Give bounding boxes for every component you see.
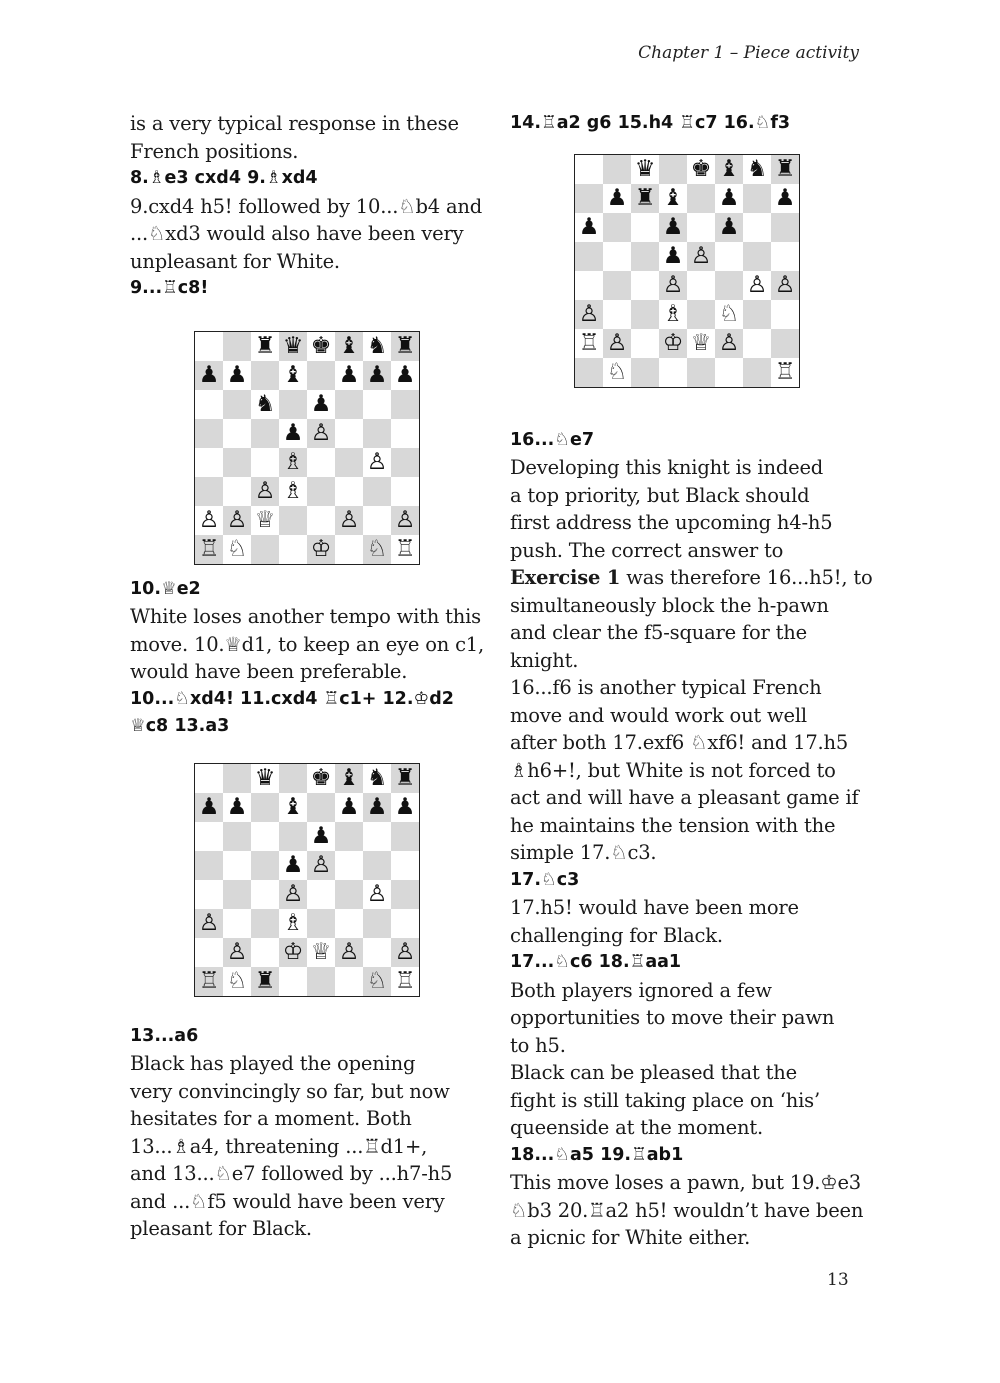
board-square xyxy=(279,535,307,564)
white-knight-icon: ♘ xyxy=(363,535,391,564)
black-pawn-icon: ♟ xyxy=(391,361,419,390)
white-pawn-icon: ♙ xyxy=(195,506,223,535)
text-line: Black can be pleased that the xyxy=(510,1061,797,1084)
board-square xyxy=(363,909,391,938)
page-number: 13 xyxy=(827,1270,849,1290)
white-pawn-icon: ♙ xyxy=(771,271,799,300)
board-square xyxy=(335,880,363,909)
text-line: to h5. xyxy=(510,1033,566,1057)
board-square xyxy=(631,213,659,242)
board-square xyxy=(363,477,391,506)
text-line: Black has played the opening xyxy=(130,1052,416,1075)
black-bishop-icon: ♝ xyxy=(279,793,307,822)
white-rook-icon: ♖ xyxy=(391,535,419,564)
text-line: challenging for Black. xyxy=(510,923,723,947)
board-square xyxy=(195,764,223,793)
black-pawn-icon: ♟ xyxy=(391,793,419,822)
move-notation: 8.♗e3 cxd4 9.♗xd4 xyxy=(130,168,318,188)
text-line: ♘b3 20.♖a2 h5! wouldn’t have been xyxy=(510,1198,864,1222)
board-square xyxy=(687,213,715,242)
white-rook-icon: ♖ xyxy=(195,967,223,996)
board-square xyxy=(223,390,251,419)
board-square xyxy=(335,448,363,477)
white-king-icon: ♔ xyxy=(279,938,307,967)
text-line: simple 17.♘c3. xyxy=(510,841,657,864)
text-line: 17.h5! would have been more xyxy=(510,896,799,919)
board-square xyxy=(391,477,419,506)
board-square xyxy=(251,793,279,822)
white-rook-icon: ♖ xyxy=(195,535,223,564)
black-bishop-icon: ♝ xyxy=(279,361,307,390)
black-knight-icon: ♞ xyxy=(743,155,771,184)
white-pawn-icon: ♙ xyxy=(363,880,391,909)
black-pawn-icon: ♟ xyxy=(195,793,223,822)
text-line: unpleasant for White. xyxy=(130,249,340,273)
text-line: is a very typical response in these xyxy=(130,112,459,135)
text-line: he maintains the tension with the xyxy=(510,813,836,837)
board-square xyxy=(307,793,335,822)
text-line: act and will have a pleasant game if xyxy=(510,786,859,809)
white-rook-icon: ♖ xyxy=(391,967,419,996)
black-bishop-icon: ♝ xyxy=(335,764,363,793)
board-3-container xyxy=(510,138,870,427)
black-pawn-icon: ♟ xyxy=(307,390,335,419)
board-square xyxy=(195,390,223,419)
white-bishop-icon: ♗ xyxy=(279,477,307,506)
board-square xyxy=(307,967,335,996)
board-square xyxy=(335,909,363,938)
text-line: push. The correct answer to xyxy=(510,538,784,562)
board-square xyxy=(363,851,391,880)
black-bishop-icon: ♝ xyxy=(659,184,687,213)
white-knight-icon: ♘ xyxy=(603,358,631,387)
board-square xyxy=(307,477,335,506)
text-line xyxy=(510,564,873,592)
board-square xyxy=(251,448,279,477)
board-square xyxy=(391,390,419,419)
board-square xyxy=(575,271,603,300)
black-king-icon: ♚ xyxy=(687,155,715,184)
board-square xyxy=(223,332,251,361)
white-pawn-icon: ♙ xyxy=(195,909,223,938)
black-rook-icon: ♜ xyxy=(771,155,799,184)
black-pawn-icon: ♟ xyxy=(279,851,307,880)
white-pawn-icon: ♙ xyxy=(251,477,279,506)
black-rook-icon: ♜ xyxy=(391,764,419,793)
black-pawn-icon: ♟ xyxy=(659,213,687,242)
white-pawn-icon: ♙ xyxy=(391,506,419,535)
board-square xyxy=(251,822,279,851)
text-line: very convincingly so far, but now xyxy=(130,1079,450,1103)
chess-diagram-1 xyxy=(194,331,420,565)
running-header: Chapter 1 – Piece activity xyxy=(638,43,859,63)
black-knight-icon: ♞ xyxy=(363,332,391,361)
black-pawn-icon: ♟ xyxy=(659,242,687,271)
board-square xyxy=(391,851,419,880)
move-notation: 16...♘e7 xyxy=(510,429,595,450)
text-line: hesitates for a moment. Both xyxy=(130,1107,412,1130)
board-square xyxy=(363,390,391,419)
right-column xyxy=(510,110,873,1252)
text-line: and ...♘f5 would have been very xyxy=(130,1189,445,1213)
board-2-container xyxy=(130,741,490,1023)
board-square xyxy=(223,909,251,938)
board-square xyxy=(223,880,251,909)
board-square xyxy=(771,242,799,271)
white-knight-icon: ♘ xyxy=(223,967,251,996)
black-pawn-icon: ♟ xyxy=(575,213,603,242)
white-bishop-icon: ♗ xyxy=(279,909,307,938)
black-queen-icon: ♛ xyxy=(631,155,659,184)
white-pawn-icon: ♙ xyxy=(307,419,335,448)
black-king-icon: ♚ xyxy=(307,764,335,793)
board-square xyxy=(251,419,279,448)
move-notation: 17...♘c6 18.♖aa1 xyxy=(510,952,682,972)
move-notation: 9...♖c8! xyxy=(130,278,209,298)
left-text-block-2 xyxy=(130,576,490,741)
board-square xyxy=(771,300,799,329)
chess-diagram-2 xyxy=(194,763,420,997)
board-square xyxy=(391,448,419,477)
text-line: Developing this knight is indeed xyxy=(510,456,824,479)
board-square xyxy=(363,419,391,448)
board-square xyxy=(279,390,307,419)
board-square xyxy=(363,938,391,967)
board-square xyxy=(307,909,335,938)
text-line: ...♘xd3 would also have been very xyxy=(130,222,464,245)
text-line: 16...f6 is another typical French xyxy=(510,676,822,699)
white-pawn-icon: ♙ xyxy=(575,300,603,329)
board-square xyxy=(771,213,799,242)
board-square xyxy=(307,506,335,535)
text-line: Both players ignored a few xyxy=(510,978,772,1002)
board-square xyxy=(743,358,771,387)
white-queen-icon: ♕ xyxy=(307,938,335,967)
board-square xyxy=(391,880,419,909)
exercise-reference: Exercise 1 xyxy=(510,566,621,589)
board-square xyxy=(603,271,631,300)
white-pawn-icon: ♙ xyxy=(743,271,771,300)
board-square xyxy=(575,358,603,387)
board-square xyxy=(575,184,603,213)
board-square xyxy=(687,358,715,387)
board-square xyxy=(279,822,307,851)
board-square xyxy=(391,419,419,448)
board-square xyxy=(251,361,279,390)
board-square xyxy=(603,300,631,329)
white-pawn-icon: ♙ xyxy=(307,851,335,880)
text-line: 9.cxd4 h5! followed by 10...♘b4 and xyxy=(130,194,483,218)
black-pawn-icon: ♟ xyxy=(279,419,307,448)
white-king-icon: ♔ xyxy=(307,535,335,564)
board-square xyxy=(195,822,223,851)
board-square xyxy=(363,506,391,535)
board-square xyxy=(307,880,335,909)
black-rook-icon: ♜ xyxy=(251,332,279,361)
text-line: after both 17.exf6 ♘xf6! and 17.h5 xyxy=(510,731,849,754)
board-square xyxy=(195,938,223,967)
left-text-block-1 xyxy=(130,110,490,303)
white-knight-icon: ♘ xyxy=(363,967,391,996)
white-rook-icon: ♖ xyxy=(771,358,799,387)
white-pawn-icon: ♙ xyxy=(363,448,391,477)
board-square xyxy=(715,271,743,300)
text-line: move and would work out well xyxy=(510,703,807,727)
white-pawn-icon: ♙ xyxy=(279,880,307,909)
black-pawn-icon: ♟ xyxy=(715,184,743,213)
white-knight-icon: ♘ xyxy=(715,300,743,329)
board-square xyxy=(771,329,799,358)
board-square xyxy=(195,332,223,361)
black-bishop-icon: ♝ xyxy=(335,332,363,361)
board-square xyxy=(251,880,279,909)
black-rook-icon: ♜ xyxy=(391,332,419,361)
white-queen-icon: ♕ xyxy=(251,506,279,535)
black-pawn-icon: ♟ xyxy=(363,793,391,822)
white-pawn-icon: ♙ xyxy=(687,242,715,271)
text-line: would have been preferable. xyxy=(130,660,408,683)
black-rook-icon: ♜ xyxy=(631,184,659,213)
black-king-icon: ♚ xyxy=(307,332,335,361)
board-square xyxy=(363,822,391,851)
right-text-block-2 xyxy=(510,427,873,1252)
board-square xyxy=(687,300,715,329)
move-notation: 13...a6 xyxy=(130,1025,199,1046)
board-square xyxy=(659,155,687,184)
board-square xyxy=(279,506,307,535)
black-pawn-icon: ♟ xyxy=(771,184,799,213)
board-square xyxy=(195,880,223,909)
board-square xyxy=(631,300,659,329)
text-line: move. 10.♕d1, to keep an eye on c1, xyxy=(130,632,485,656)
board-square xyxy=(687,184,715,213)
black-pawn-icon: ♟ xyxy=(715,213,743,242)
board-square xyxy=(195,851,223,880)
text-line: White loses another tempo with this xyxy=(130,605,481,628)
board-square xyxy=(391,822,419,851)
white-pawn-icon: ♙ xyxy=(335,506,363,535)
board-square xyxy=(223,851,251,880)
board-square xyxy=(631,358,659,387)
white-queen-icon: ♕ xyxy=(687,329,715,358)
black-rook-icon: ♜ xyxy=(251,967,279,996)
black-pawn-icon: ♟ xyxy=(363,361,391,390)
white-pawn-icon: ♙ xyxy=(223,938,251,967)
board-square xyxy=(335,390,363,419)
board-square xyxy=(279,764,307,793)
board-square xyxy=(335,477,363,506)
board-square xyxy=(743,184,771,213)
black-pawn-icon: ♟ xyxy=(335,793,363,822)
board-square xyxy=(223,822,251,851)
text-line: first address the upcoming h4-h5 xyxy=(510,511,833,534)
white-rook-icon: ♖ xyxy=(575,329,603,358)
board-square xyxy=(307,361,335,390)
white-king-icon: ♔ xyxy=(659,329,687,358)
move-notation: ♕c8 13.a3 xyxy=(130,716,230,736)
board-square xyxy=(391,909,419,938)
white-pawn-icon: ♙ xyxy=(715,329,743,358)
white-pawn-icon: ♙ xyxy=(335,938,363,967)
text-line: and 13...♘e7 followed by ...h7-h5 xyxy=(130,1162,453,1185)
board-square xyxy=(223,448,251,477)
white-bishop-icon: ♗ xyxy=(659,300,687,329)
black-bishop-icon: ♝ xyxy=(715,155,743,184)
black-pawn-icon: ♟ xyxy=(195,361,223,390)
text-line: queenside at the moment. xyxy=(510,1116,763,1139)
board-square xyxy=(195,448,223,477)
text-line: French positions. xyxy=(130,139,299,163)
text-line: ♗h6+!, but White is not forced to xyxy=(510,758,836,782)
board-square xyxy=(659,358,687,387)
black-queen-icon: ♛ xyxy=(279,332,307,361)
white-pawn-icon: ♙ xyxy=(603,329,631,358)
text-line: a top priority, but Black should xyxy=(510,483,810,507)
text-line: simultaneously block the h-pawn xyxy=(510,593,829,617)
board-square xyxy=(223,764,251,793)
white-knight-icon: ♘ xyxy=(223,535,251,564)
move-notation: 10...♘xd4! 11.cxd4 ♖c1+ 12.♔d2 xyxy=(130,688,454,709)
board-square xyxy=(603,242,631,271)
text-line-rest: was therefore 16...h5!, to xyxy=(620,566,873,589)
board-square xyxy=(335,967,363,996)
board-square xyxy=(603,213,631,242)
black-knight-icon: ♞ xyxy=(363,764,391,793)
text-line: knight. xyxy=(510,648,579,672)
board-square xyxy=(631,329,659,358)
board-square xyxy=(743,300,771,329)
board-square xyxy=(603,155,631,184)
black-pawn-icon: ♟ xyxy=(223,793,251,822)
board-square xyxy=(335,822,363,851)
left-text-block-3 xyxy=(130,1023,490,1243)
board-square xyxy=(307,448,335,477)
move-notation: 14.♖a2 g6 15.h4 ♖c7 16.♘f3 xyxy=(510,113,791,133)
text-line: 13...♗a4, threatening ...♖d1+, xyxy=(130,1134,428,1158)
board-square xyxy=(279,967,307,996)
board-square xyxy=(223,477,251,506)
board-1-container xyxy=(130,303,490,576)
move-notation: 17.♘c3 xyxy=(510,869,580,890)
black-pawn-icon: ♟ xyxy=(223,361,251,390)
board-square xyxy=(715,358,743,387)
white-bishop-icon: ♗ xyxy=(279,448,307,477)
board-square xyxy=(715,242,743,271)
board-square xyxy=(631,271,659,300)
black-queen-icon: ♛ xyxy=(251,764,279,793)
text-line: pleasant for Black. xyxy=(130,1217,312,1240)
board-square xyxy=(743,329,771,358)
white-pawn-icon: ♙ xyxy=(223,506,251,535)
board-square xyxy=(251,938,279,967)
board-square xyxy=(335,851,363,880)
board-square xyxy=(223,419,251,448)
black-pawn-icon: ♟ xyxy=(335,361,363,390)
text-line: fight is still taking place on ‘his’ xyxy=(510,1088,820,1112)
move-notation: 10.♕e2 xyxy=(130,578,201,599)
move-notation: 18...♘a5 19.♖ab1 xyxy=(510,1144,684,1165)
board-square xyxy=(251,851,279,880)
right-text-block-1 xyxy=(510,110,870,138)
board-square xyxy=(195,477,223,506)
board-square xyxy=(743,213,771,242)
black-pawn-icon: ♟ xyxy=(603,184,631,213)
black-pawn-icon: ♟ xyxy=(307,822,335,851)
board-square xyxy=(335,419,363,448)
text-line: a picnic for White either. xyxy=(510,1226,751,1249)
board-square xyxy=(335,535,363,564)
board-square xyxy=(743,242,771,271)
board-square xyxy=(251,909,279,938)
white-pawn-icon: ♙ xyxy=(659,271,687,300)
text-line: and clear the f5-square for the xyxy=(510,621,808,644)
board-square xyxy=(687,271,715,300)
text-line: opportunities to move their pawn xyxy=(510,1006,835,1029)
black-knight-icon: ♞ xyxy=(251,390,279,419)
board-square xyxy=(251,535,279,564)
board-square xyxy=(195,419,223,448)
text-line: This move loses a pawn, but 19.♔e3 xyxy=(510,1171,862,1194)
board-square xyxy=(575,155,603,184)
board-square xyxy=(575,242,603,271)
chess-diagram-3 xyxy=(574,154,800,388)
white-pawn-icon: ♙ xyxy=(391,938,419,967)
left-column xyxy=(130,110,490,1243)
board-square xyxy=(631,242,659,271)
